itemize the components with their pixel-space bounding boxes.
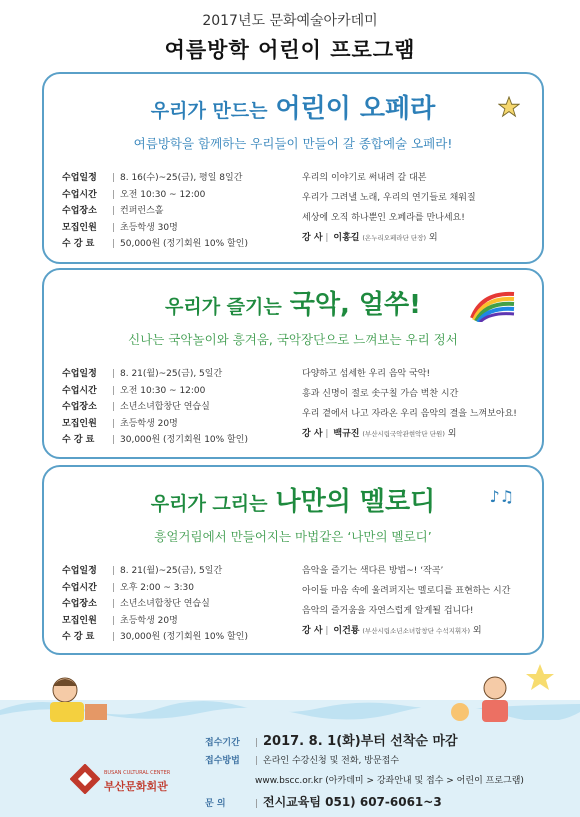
teacher-org: (부산시립국악관현악단 단원): [362, 430, 445, 438]
section-info: [62, 170, 272, 253]
info-label: 수 강 료: [62, 239, 95, 249]
section-title-small: 우리가 즐기는: [164, 296, 282, 318]
info-label: 수업장소: [62, 402, 97, 412]
registration-area: [0, 660, 580, 817]
info-label: 모집인원: [62, 615, 97, 626]
poster-title: 여름방학 어린이 프로그램: [164, 38, 416, 62]
program-section-opera: [42, 72, 544, 264]
info-row: 수업장소 | 컨퍼런스홀: [62, 203, 272, 220]
info-row: 수업일정 | 8. 16(수)~25(금), 평일 8일간: [62, 170, 272, 187]
desc-line: 우리 곁에서 나고 자라온 우리 음악의 결을 느껴보아요!: [302, 409, 517, 419]
desc-line: 세상에 오직 하나뿐인 오페라를 만나세요!: [302, 213, 465, 223]
logo-mark-icon: [70, 764, 100, 794]
section-title-big: 나만의 멜로디: [275, 487, 436, 517]
teacher-name: 이건룡: [333, 626, 360, 636]
info-row: 수업시간 | 오전 10:30 ~ 12:00: [62, 383, 272, 400]
section-info: [62, 366, 272, 449]
section-subtitle: 흥얼거림에서 만들어지는 마법같은 ‘나만의 멜로디’: [154, 529, 432, 544]
teacher-label: 강 사: [302, 429, 323, 439]
star-icon: [498, 96, 520, 118]
desc-line: 아이들 마음 속에 울려퍼지는 멜로디를 표현하는 시간: [302, 586, 511, 596]
method-label: 접수방법: [205, 756, 240, 766]
desc-line: 음악을 즐기는 색다른 방법~! ‘작곡’: [302, 566, 444, 576]
section-title-big: 국악, 얼쑤!: [289, 290, 421, 320]
registration-website: [205, 773, 524, 786]
method-value: 온라인 수강신청 및 전화, 방문접수: [263, 756, 400, 766]
info-label: 수업시간: [62, 189, 97, 200]
info-value: 30,000원 (정기회원 10% 할인): [120, 435, 248, 445]
section-subtitle: 여름방학을 함께하는 우리들이 만들어 갈 종합예술 오페라!: [133, 136, 453, 151]
section-title: [44, 481, 542, 518]
teacher-label: 강 사: [302, 233, 323, 243]
section-description: [302, 366, 534, 446]
info-row: 수 강 료 | 30,000원 (정기회원 10% 할인): [62, 629, 272, 646]
registration-contact: 문 의 | 전시교육팀 051) 607-6061~3: [205, 795, 442, 809]
info-value: 컨퍼런스홀: [120, 206, 164, 216]
desc-line: 흥과 신명이 절로 솟구칠 가슴 벅찬 시간: [302, 389, 459, 399]
info-row: 수업장소 | 소년소녀합창단 연습실: [62, 399, 272, 416]
program-section-melody: [42, 465, 544, 655]
ribbon-icon: [470, 288, 516, 322]
info-row: 수업시간 | 오전 10:30 ~ 12:00: [62, 187, 272, 204]
period-value: 2017. 8. 1(화)부터 선착순 마감: [263, 734, 458, 749]
registration-period: 접수기간 | 2017. 8. 1(화)부터 선착순 마감: [205, 734, 458, 749]
info-row: 모집인원 | 초등학생 20명: [62, 416, 272, 433]
teacher-label: 강 사: [302, 626, 323, 636]
info-row: 수 강 료 | 30,000원 (정기회원 10% 할인): [62, 432, 272, 449]
teacher-suffix: 외: [447, 429, 457, 439]
info-row: 모집인원 | 초등학생 30명: [62, 220, 272, 237]
teacher-org: (부산시립소년소녀합창단 수석지휘자): [362, 627, 470, 635]
info-label: 수업장소: [62, 599, 97, 609]
teacher-org: (온누리오페라단 단장): [362, 234, 427, 242]
info-value: 초등학생 20명: [120, 418, 178, 429]
section-subtitle: 신나는 국악놀이와 흥겨움, 국악장단으로 느껴보는 우리 정서: [128, 332, 458, 347]
period-label: 접수기간: [205, 738, 240, 748]
info-value: 소년소녀합창단 연습실: [120, 599, 210, 609]
info-label: 수업장소: [62, 206, 97, 216]
info-value: 초등학생 30명: [120, 222, 178, 233]
program-section-gugak: [42, 268, 544, 459]
info-label: 수업시간: [62, 582, 97, 593]
info-value: 초등학생 20명: [120, 615, 178, 626]
info-value: 오전 10:30 ~ 12:00: [120, 385, 206, 396]
section-title-small: 우리가 그리는: [150, 493, 268, 515]
info-row: 수업일정 | 8. 21(월)~25(금), 5일간: [62, 366, 272, 383]
info-label: 수업시간: [62, 385, 97, 396]
website-link[interactable]: www.bscc.or.kr (아카데미 > 강좌안내 및 접수 > 어린이 프로그램): [255, 776, 524, 786]
info-label: 모집인원: [62, 222, 97, 233]
info-label: 수업일정: [62, 566, 97, 576]
info-label: 수 강 료: [62, 632, 95, 642]
contact-label: 문 의: [205, 799, 226, 809]
registration-method: 접수방법 | 온라인 수강신청 및 전화, 방문접수: [205, 753, 399, 766]
desc-line: 다양하고 섬세한 우리 음악 국악!: [302, 369, 431, 379]
info-label: 수 강 료: [62, 435, 95, 445]
header-subtitle: 2017년도 문화예술아카데미: [202, 13, 378, 29]
info-row: 수 강 료 | 50,000원 (정기회원 10% 할인): [62, 236, 272, 253]
section-title-small: 우리가 만드는: [150, 100, 268, 122]
busan-cultural-center-logo: [60, 760, 170, 800]
info-value: 8. 21(월)~25(금), 5일간: [120, 369, 223, 379]
teacher-line: 강 사 | 이건룡 (부산시립소년소녀합창단 수석지휘자) 외: [302, 626, 482, 636]
teacher-line: 강 사 | 이홍길 (온누리오페라단 단장) 외: [302, 233, 438, 243]
music-note-icon: ♪♫: [489, 487, 514, 506]
info-value: 오후 2:00 ~ 3:30: [120, 582, 194, 593]
info-label: 수업일정: [62, 369, 97, 379]
desc-line: 우리의 이야기로 써내려 갈 대본: [302, 173, 427, 183]
info-row: 수업장소 | 소년소녀합창단 연습실: [62, 596, 272, 613]
logo-english: BUSAN CULTURAL CENTER: [104, 770, 171, 776]
info-row: 모집인원 | 초등학생 20명: [62, 613, 272, 630]
info-label: 수업일정: [62, 173, 97, 183]
info-value: 오전 10:30 ~ 12:00: [120, 189, 206, 200]
kids-illustration-left: [30, 668, 120, 728]
info-label: 모집인원: [62, 418, 97, 429]
desc-line: 우리가 그려낼 노래, 우리의 연기들로 채워질: [302, 193, 476, 203]
logo-korean: 부산문화회관: [104, 780, 168, 793]
section-info: [62, 563, 272, 646]
info-value: 30,000원 (정기회원 10% 할인): [120, 632, 248, 642]
section-title-big: 어린이 오페라: [275, 94, 436, 124]
teacher-suffix: 외: [472, 626, 482, 636]
info-value: 8. 21(월)~25(금), 5일간: [120, 566, 223, 576]
teacher-suffix: 외: [428, 233, 438, 243]
info-value: 50,000원 (정기회원 10% 할인): [120, 239, 248, 249]
section-description: [302, 170, 534, 250]
desc-line: 음악의 즐거움을 자연스럽게 알게될 겁니다!: [302, 606, 474, 616]
poster-header: [0, 0, 580, 70]
teacher-name: 이홍길: [333, 233, 360, 243]
info-value: 8. 16(수)~25(금), 평일 8일간: [120, 173, 243, 183]
teacher-name: 백규진: [333, 429, 360, 439]
info-row: 수업시간 | 오후 2:00 ~ 3:30: [62, 580, 272, 597]
teacher-line: 강 사 | 백규진 (부산시립국악관현악단 단원) 외: [302, 429, 457, 439]
section-title: [44, 88, 542, 125]
info-row: 수업일정 | 8. 21(월)~25(금), 5일간: [62, 563, 272, 580]
contact-value: 전시교육팀 051) 607-6061~3: [263, 795, 442, 809]
section-title: [44, 284, 542, 321]
kids-illustration-right: [440, 660, 560, 730]
info-value: 소년소녀합창단 연습실: [120, 402, 210, 412]
section-description: [302, 563, 534, 643]
